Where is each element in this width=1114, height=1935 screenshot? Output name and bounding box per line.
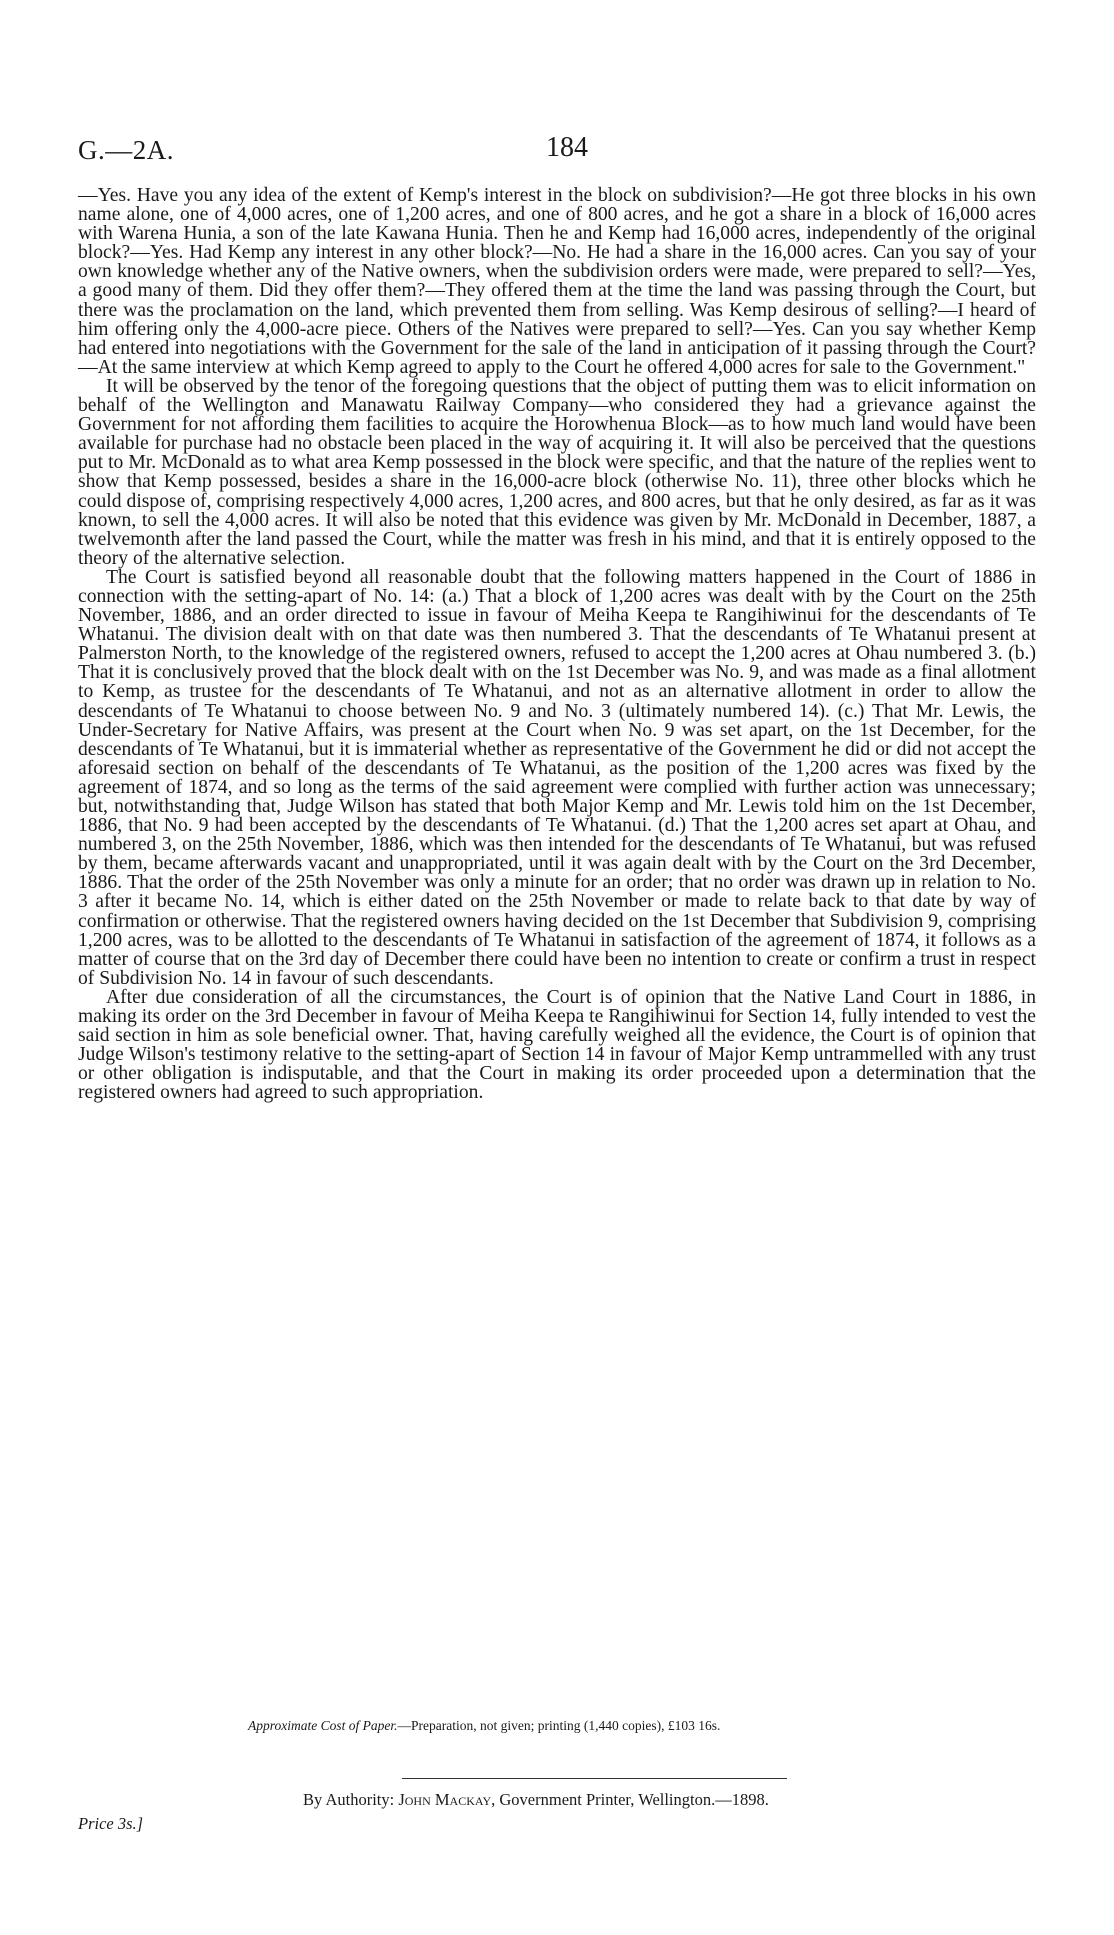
cost-label: Approximate Cost of Paper. bbox=[248, 1718, 398, 1733]
price: Price 3s.] bbox=[78, 1814, 144, 1833]
document-reference: G.—2A. bbox=[78, 135, 174, 165]
authority-prefix: By Authority: bbox=[303, 1790, 399, 1809]
authority-suffix: , Government Printer, Wellington.—1898. bbox=[491, 1790, 769, 1809]
cost-text: —Preparation, not given; printing (1,440 copies), £103 16s. bbox=[397, 1718, 721, 1733]
printer-authority bbox=[303, 1790, 769, 1810]
paragraph-observation: It will be observed by the tenor of the foregoing questions that the object of putting them was to elicit information on behalf of the Wellington and Manawatu Railway Company—who considered they had a grievance against the Government for not affording them facilities to acquire the Horowhenua Block—as to how much land would have been available for purchase had no obstacle been placed in the way of acquiring it. It will also be perceived that the questions put to Mr. McDonald as to what area Kemp possessed in the block were specific, and that the nature of the replies went to show that Kemp possessed, besides a share in the 16,000-acre block (otherwise No. 11), three other blocks which he could dispose of, comprising respectively 4,000 acres, 1,200 acres, and 800 acres, but that he only desired, as far as it was known, to sell the 4,000 acres. It will also be noted that this evidence was given by Mr. McDonald in December, 1887, a twelvemonth after the land passed the Court, while the matter was fresh in his mind, and that it is entirely opposed to the theory of the alternative selection. bbox=[78, 375, 1036, 569]
body-text bbox=[78, 186, 1036, 1103]
cost-of-paper bbox=[248, 1718, 720, 1734]
paragraph-court-findings: The Court is satisfied beyond all reasonable doubt that the following matters happened in the Court of 1886 in connection with the setting-apart of No. 14: (a.) That a block of 1,200 acres was dealt with by the Court on the 25th November, 1886, and an order directed to issue in favour of Meiha Keepa te Rangihiwinui for the descendants of Te Whatanui. The division dealt with on that date was then numbered 3. That the descendants of Te Whatanui present at Palmerston North, to the knowledge of the registered owners, refused to accept the 1,200 acres at Ohau numbered 3. (b.) That it is conclusively proved that the block dealt with on the 1st December was No. 9, and was made as a final allotment to Kemp, as trustee for the descendants of Te Whatanui, and not as an alternative allotment in order to allow the descendants of Te Whatanui to choose between No. 9 and No. 3 (ultimately numbered 14). (c.) That Mr. Lewis, the Under-Secretary for Native Affairs, was present at the Court when No. 9 was set apart, on the 1st December, for the descendants of Te Whatanui, but it is immaterial whether as representative of the Government he did or did not accept the aforesaid section on behalf of the descendants of Te Whatanui, as the position of the 1,200 acres was fixed by the agreement of 1874, and so long as the terms of the said agreement were complied with further action was unnecessary; but, notwithstanding that, Judge Wilson has stated that both Major Kemp and Mr. Lewis told him on the 1st December, 1886, that No. 9 had been accepted by the descendants of Te Whatanui. (d.) That the 1,200 acres set apart at Ohau, and numbered 3, on the 25th November, 1886, which was then intended for the descendants of Te Whatanui, but was refused by them, became afterwards vacant and unappropriated, until it was again dealt with by the Court on the 3rd December, 1886. That the order of the 25th November was only a minute for an order; that no order was drawn up in relation to No. 3 after it became No. 14, which is either dated on the 25th November or made to relate back to that date by way of confirmation or otherwise. That the registered owners having decided on the 1st December that Subdivision 9, comprising 1,200 acres, was to be allotted to the descendants of Te Whatanui in satisfaction of the agreement of 1874, it follows as a matter of course that on the 3rd day of December there could have been no intention to create or confirm a trust in respect of Subdivision No. 14 in favour of such descendants. bbox=[78, 566, 1036, 989]
paragraph-testimony: —Yes. Have you any idea of the extent of Kemp's interest in the block on subdivision?—He got three blocks in his own name alone, one of 4,000 acres, one of 1,200 acres, and one of 800 acres, and he got a share in a block of 16,000 acres with Warena Hunia, a son of the late Kawana Hunia. Then he and Kemp had 16,000 acres, independently of the original block?—Yes. Had Kemp any interest in any other block?—No. He had a share in the 16,000 acres. Can you say of your own knowledge whether any of the Native owners, when the subdivision orders were made, were prepared to sell?—Yes, a good many of them. Did they offer them?—They offered them at the time the land was passing through the Court, but there was the proclamation on the land, which prevented them from selling. Was Kemp desirous of selling?—I heard of him offering only the 4,000-acre piece. Others of the Natives were prepared to sell?—Yes. Can you say whether Kemp had entered into negotiations with the Government for the sale of the land in anticipation of it passing through the Court?—At the same interview at which Kemp agreed to apply to the Court he offered 4,000 acres for sale to the Government." bbox=[78, 185, 1036, 378]
printer-name: John Mackay bbox=[398, 1790, 492, 1809]
paragraph-conclusion: After due consideration of all the circumstances, the Court is of opinion that the Native Land Court in 1886, in making its order on the 3rd December in favour of Meiha Keepa te Rangihiwinui for Section 14, fully intended to vest the said section in him as sole beneficial owner. That, having carefully weighed all the evidence, the Court is of opinion that Judge Wilson's testimony relative to the setting-apart of Section 14 in favour of Major Kemp untrammelled with any trust or other obligation is indisputable, and that the Court in making its order proceeded upon a determination that the registered owners had agreed to such appropriation. bbox=[78, 986, 1036, 1104]
footer-divider bbox=[402, 1778, 787, 1779]
page-number: 184 bbox=[546, 132, 588, 163]
